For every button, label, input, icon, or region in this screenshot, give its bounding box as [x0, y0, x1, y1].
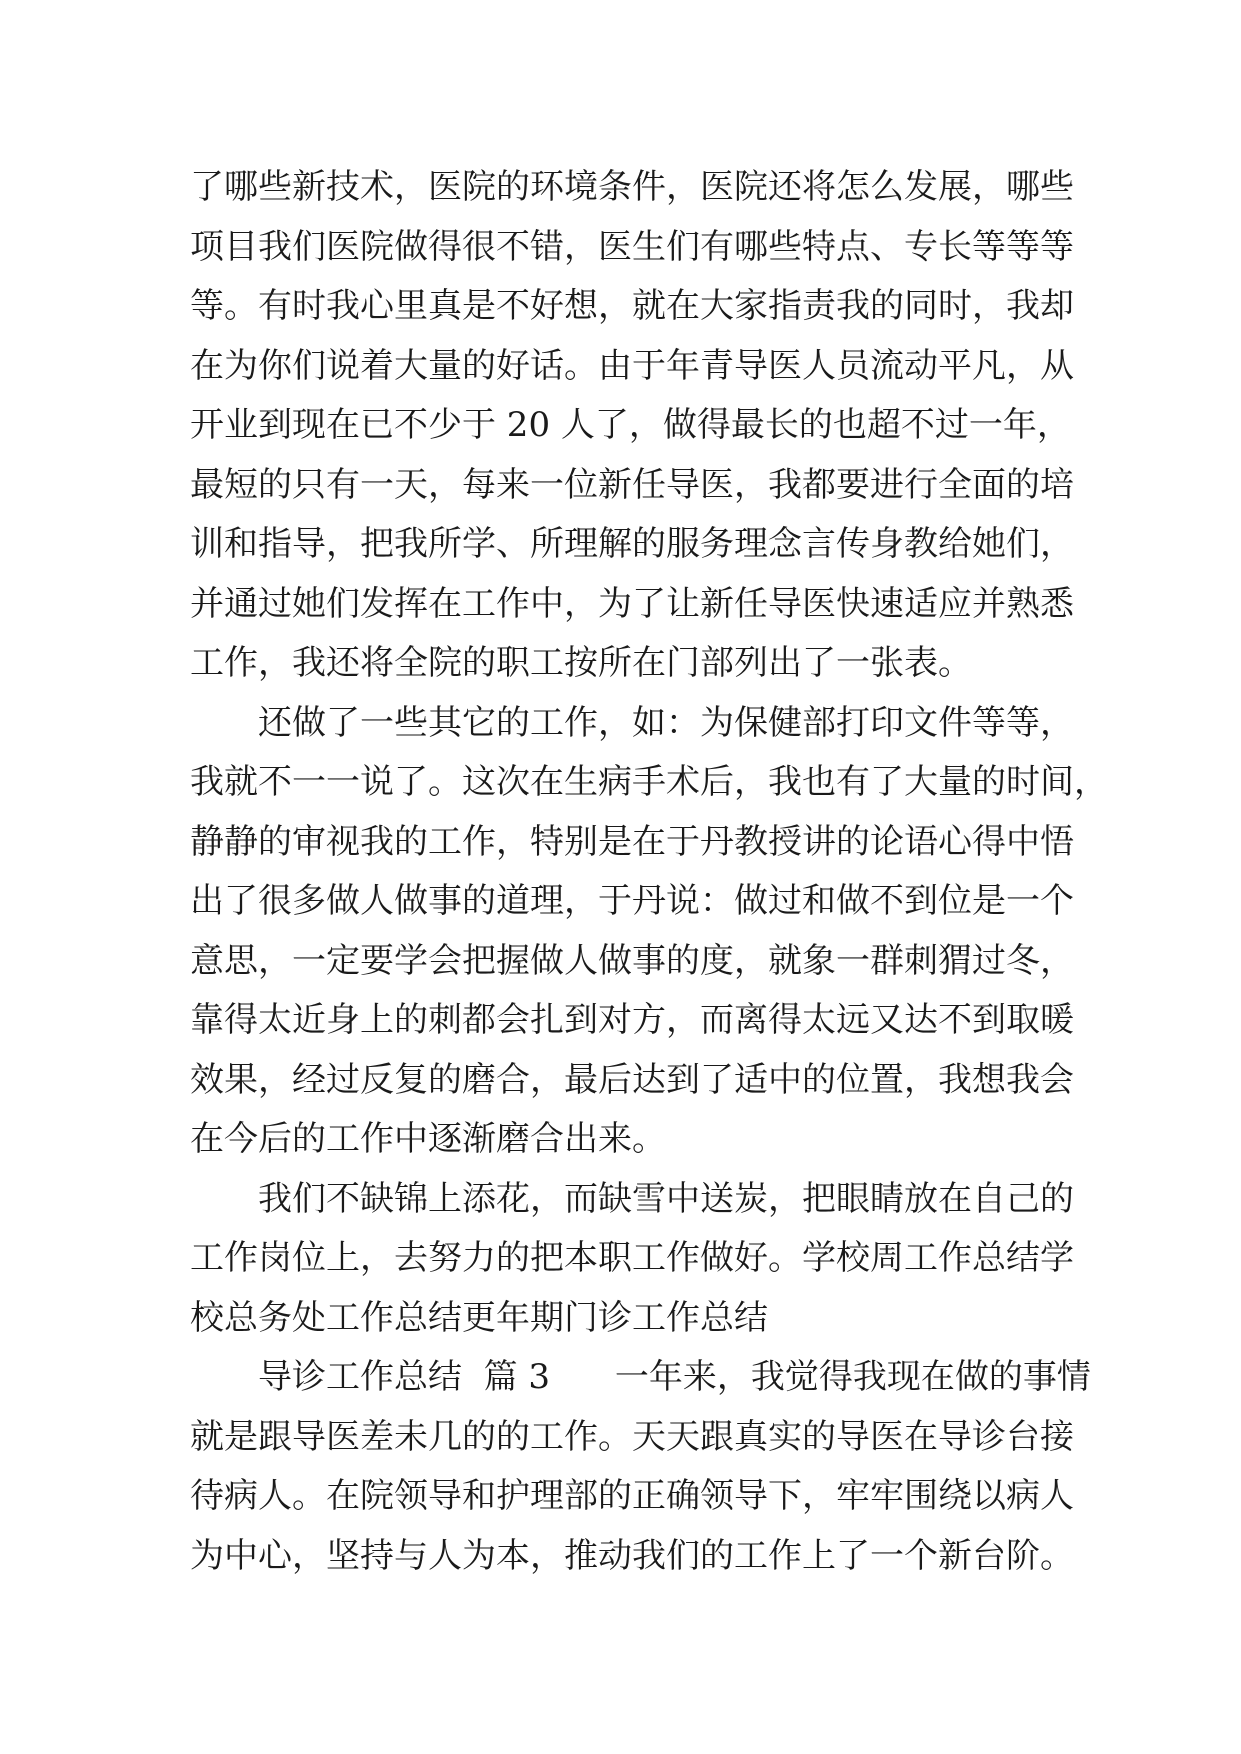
text-line: 校总务处工作总结更年期门诊工作总结 — [190, 1297, 768, 1338]
text-line: 待病人。在院领导和护理部的正确领导下，牢牢围绕以病人 — [190, 1476, 1074, 1516]
text-line: 在为你们说着大量的好话。由于年青导医人员流动平凡，从 — [190, 345, 1074, 386]
text-line: 训和指导，把我所学、所理解的服务理念言传身教给她们， — [190, 524, 1074, 564]
text-line: 工作岗位上，去努力的把本职工作做好。学校周工作总结学 — [190, 1238, 1074, 1278]
text-line: 还做了一些其它的工作，如：为保健部打印文件等等， — [258, 702, 1074, 743]
text-line: 最短的只有一天，每来一位新任导医，我都要进行全面的培 — [190, 464, 1074, 505]
text-line: 出了很多做人做事的道理，于丹说：做过和做不到位是一个 — [190, 881, 1074, 921]
paragraph-4 — [190, 1348, 1091, 1586]
paragraph-1 — [190, 158, 1074, 694]
text-line: 了哪些新技术，医院的环境条件，医院还将怎么发展，哪些 — [190, 167, 1074, 207]
body-text — [190, 158, 1108, 1586]
text-line: 等。有时我心里真是不好想，就在大家指责我的同时，我却 — [190, 286, 1074, 326]
text-line: 为中心，坚持与人为本，推动我们的工作上了一个新台阶。 — [190, 1535, 1074, 1576]
text-line: 工作，我还将全院的职工按所在门部列出了一张表。 — [190, 643, 972, 683]
text-line: 就是跟导医差未几的的工作。天天跟真实的导医在导诊台接 — [190, 1416, 1074, 1457]
text-line: 静静的审视我的工作，特别是在于丹教授讲的论语心得中悟 — [190, 821, 1074, 862]
text-line: 我们不缺锦上添花，而缺雪中送炭，把眼睛放在自己的 — [258, 1178, 1074, 1219]
text-line: 开业到现在已不少于 20 人了，做得最长的也超不过一年， — [190, 405, 1071, 445]
text-line: 并通过她们发挥在工作中，为了让新任导医快速适应并熟悉 — [190, 583, 1074, 624]
text-line: 导诊工作总结 篇 3 一年来，我觉得我现在做的事情 — [258, 1357, 1091, 1397]
paragraph-3 — [190, 1170, 1074, 1349]
text-line: 效果，经过反复的磨合，最后达到了适中的位置，我想我会 — [190, 1059, 1074, 1100]
paragraph-2 — [190, 694, 1108, 1170]
text-line: 意思，一定要学会把握做人做事的度，就象一群刺猬过冬， — [190, 940, 1074, 981]
text-line: 项目我们医院做得很不错，医生们有哪些特点、专长等等等 — [190, 226, 1074, 267]
text-line: 我就不一一说了。这次在生病手术后，我也有了大量的时间， — [190, 762, 1108, 802]
text-line: 在今后的工作中逐渐磨合出来。 — [190, 1119, 666, 1159]
text-line: 靠得太近身上的刺都会扎到对方，而离得太远又达不到取暖 — [190, 1000, 1074, 1040]
